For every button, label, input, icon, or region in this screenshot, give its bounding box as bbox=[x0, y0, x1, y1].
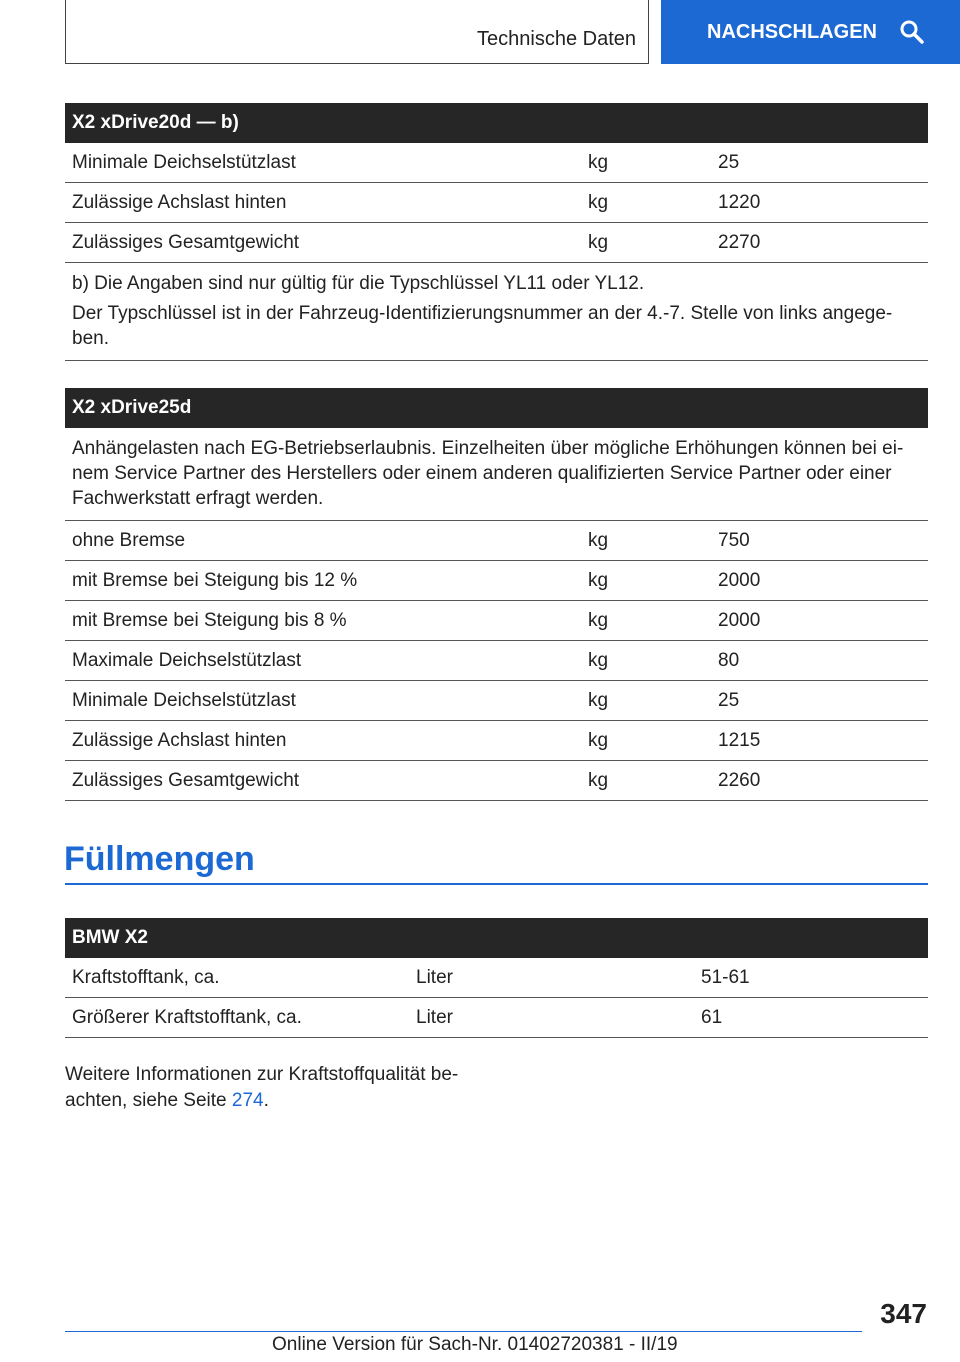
row-unit: kg bbox=[581, 183, 711, 223]
row-label: Zulässige Achslast hinten bbox=[65, 183, 581, 223]
row-value: 25 bbox=[711, 143, 928, 183]
row-label: Zulässiges Gesamtgewicht bbox=[65, 223, 581, 263]
row-value: 1215 bbox=[711, 721, 928, 761]
section-title: Füllmengen bbox=[64, 840, 255, 878]
footer-text: Online Version für Sach-Nr. 01402720381 - II/19 bbox=[272, 1334, 678, 1355]
row-value: 750 bbox=[711, 521, 928, 561]
row-unit: kg bbox=[581, 601, 711, 641]
table-row bbox=[65, 958, 928, 998]
table-row bbox=[65, 998, 928, 1038]
row-label: Zulässiges Gesamtgewicht bbox=[65, 761, 581, 801]
table-title: X2 xDrive20d — b) bbox=[65, 103, 928, 143]
table-row bbox=[65, 641, 928, 681]
row-label: mit Bremse bei Steigung bis 8 % bbox=[65, 601, 581, 641]
header-section-title: Technische Daten bbox=[477, 28, 636, 50]
row-value: 2270 bbox=[711, 223, 928, 263]
row-label: ohne Bremse bbox=[65, 521, 581, 561]
row-value: 25 bbox=[711, 681, 928, 721]
row-unit: Liter bbox=[409, 998, 694, 1038]
table-row bbox=[65, 761, 928, 801]
row-value: 80 bbox=[711, 641, 928, 681]
row-unit: Liter bbox=[409, 958, 694, 998]
page-link-274[interactable]: 274 bbox=[231, 1090, 264, 1111]
table-intro-row bbox=[65, 428, 928, 521]
table-row bbox=[65, 183, 928, 223]
table-row bbox=[65, 681, 928, 721]
page-number: 347 bbox=[880, 1298, 927, 1329]
row-label: Größerer Kraftstofftank, ca. bbox=[65, 998, 409, 1038]
footer-divider bbox=[65, 1331, 862, 1332]
footnote-typschluessel: Der Typschlüssel ist in der Fahrzeug-Identifizierungsnummer an der 4.-7. Stelle von links angege-ben. bbox=[72, 303, 893, 349]
row-label: Minimale Deichselstützlast bbox=[65, 143, 581, 183]
table-x2-xdrive20d bbox=[65, 103, 928, 361]
table-row bbox=[65, 521, 928, 561]
table-row bbox=[65, 223, 928, 263]
row-value: 2260 bbox=[711, 761, 928, 801]
row-value: 1220 bbox=[711, 183, 928, 223]
footnote-b: b) Die Angaben sind nur gültig für die Typschlüssel YL11 oder YL12. bbox=[72, 273, 645, 294]
row-unit: kg bbox=[581, 721, 711, 761]
nachschlagen-button[interactable] bbox=[661, 0, 960, 64]
row-label: Zulässige Achslast hinten bbox=[65, 721, 581, 761]
row-value: 61 bbox=[694, 998, 928, 1038]
row-label: Minimale Deichselstützlast bbox=[65, 681, 581, 721]
row-unit: kg bbox=[581, 521, 711, 561]
table-x2-xdrive25d bbox=[65, 388, 928, 801]
note-text: Weitere Informationen zur Kraftstoffqualität be-achten, siehe Seite bbox=[65, 1064, 459, 1111]
table-row bbox=[65, 721, 928, 761]
section-divider bbox=[65, 883, 928, 885]
table-row bbox=[65, 601, 928, 641]
row-value: 2000 bbox=[711, 601, 928, 641]
table-title: BMW X2 bbox=[65, 918, 928, 958]
search-icon bbox=[899, 19, 925, 45]
table-row bbox=[65, 143, 928, 183]
row-unit: kg bbox=[581, 681, 711, 721]
row-unit: kg bbox=[581, 641, 711, 681]
fuel-quality-note bbox=[65, 1062, 485, 1114]
row-unit: kg bbox=[581, 143, 711, 183]
nachschlagen-label: NACHSCHLAGEN bbox=[707, 20, 877, 43]
row-unit: kg bbox=[581, 761, 711, 801]
table-row bbox=[65, 561, 928, 601]
row-unit: kg bbox=[581, 561, 711, 601]
row-label: Kraftstofftank, ca. bbox=[65, 958, 409, 998]
row-label: mit Bremse bei Steigung bis 12 % bbox=[65, 561, 581, 601]
table-note-row bbox=[65, 263, 928, 361]
row-unit: kg bbox=[581, 223, 711, 263]
row-label: Maximale Deichselstützlast bbox=[65, 641, 581, 681]
row-value: 2000 bbox=[711, 561, 928, 601]
header-section-box bbox=[65, 0, 649, 64]
table-bmw-x2-fill bbox=[65, 918, 928, 1038]
table-title: X2 xDrive25d bbox=[65, 388, 928, 428]
table-intro: Anhängelasten nach EG-Betriebserlaubnis. Einzelheiten über mögliche Erhöhungen können bei ei-nem Service Partner des Herstellers oder einem anderen qualifizierten Service Partner oder einer Fachwerkstatt erfragt werden. bbox=[65, 428, 928, 521]
row-value: 51-61 bbox=[694, 958, 928, 998]
note-end: . bbox=[263, 1090, 269, 1111]
